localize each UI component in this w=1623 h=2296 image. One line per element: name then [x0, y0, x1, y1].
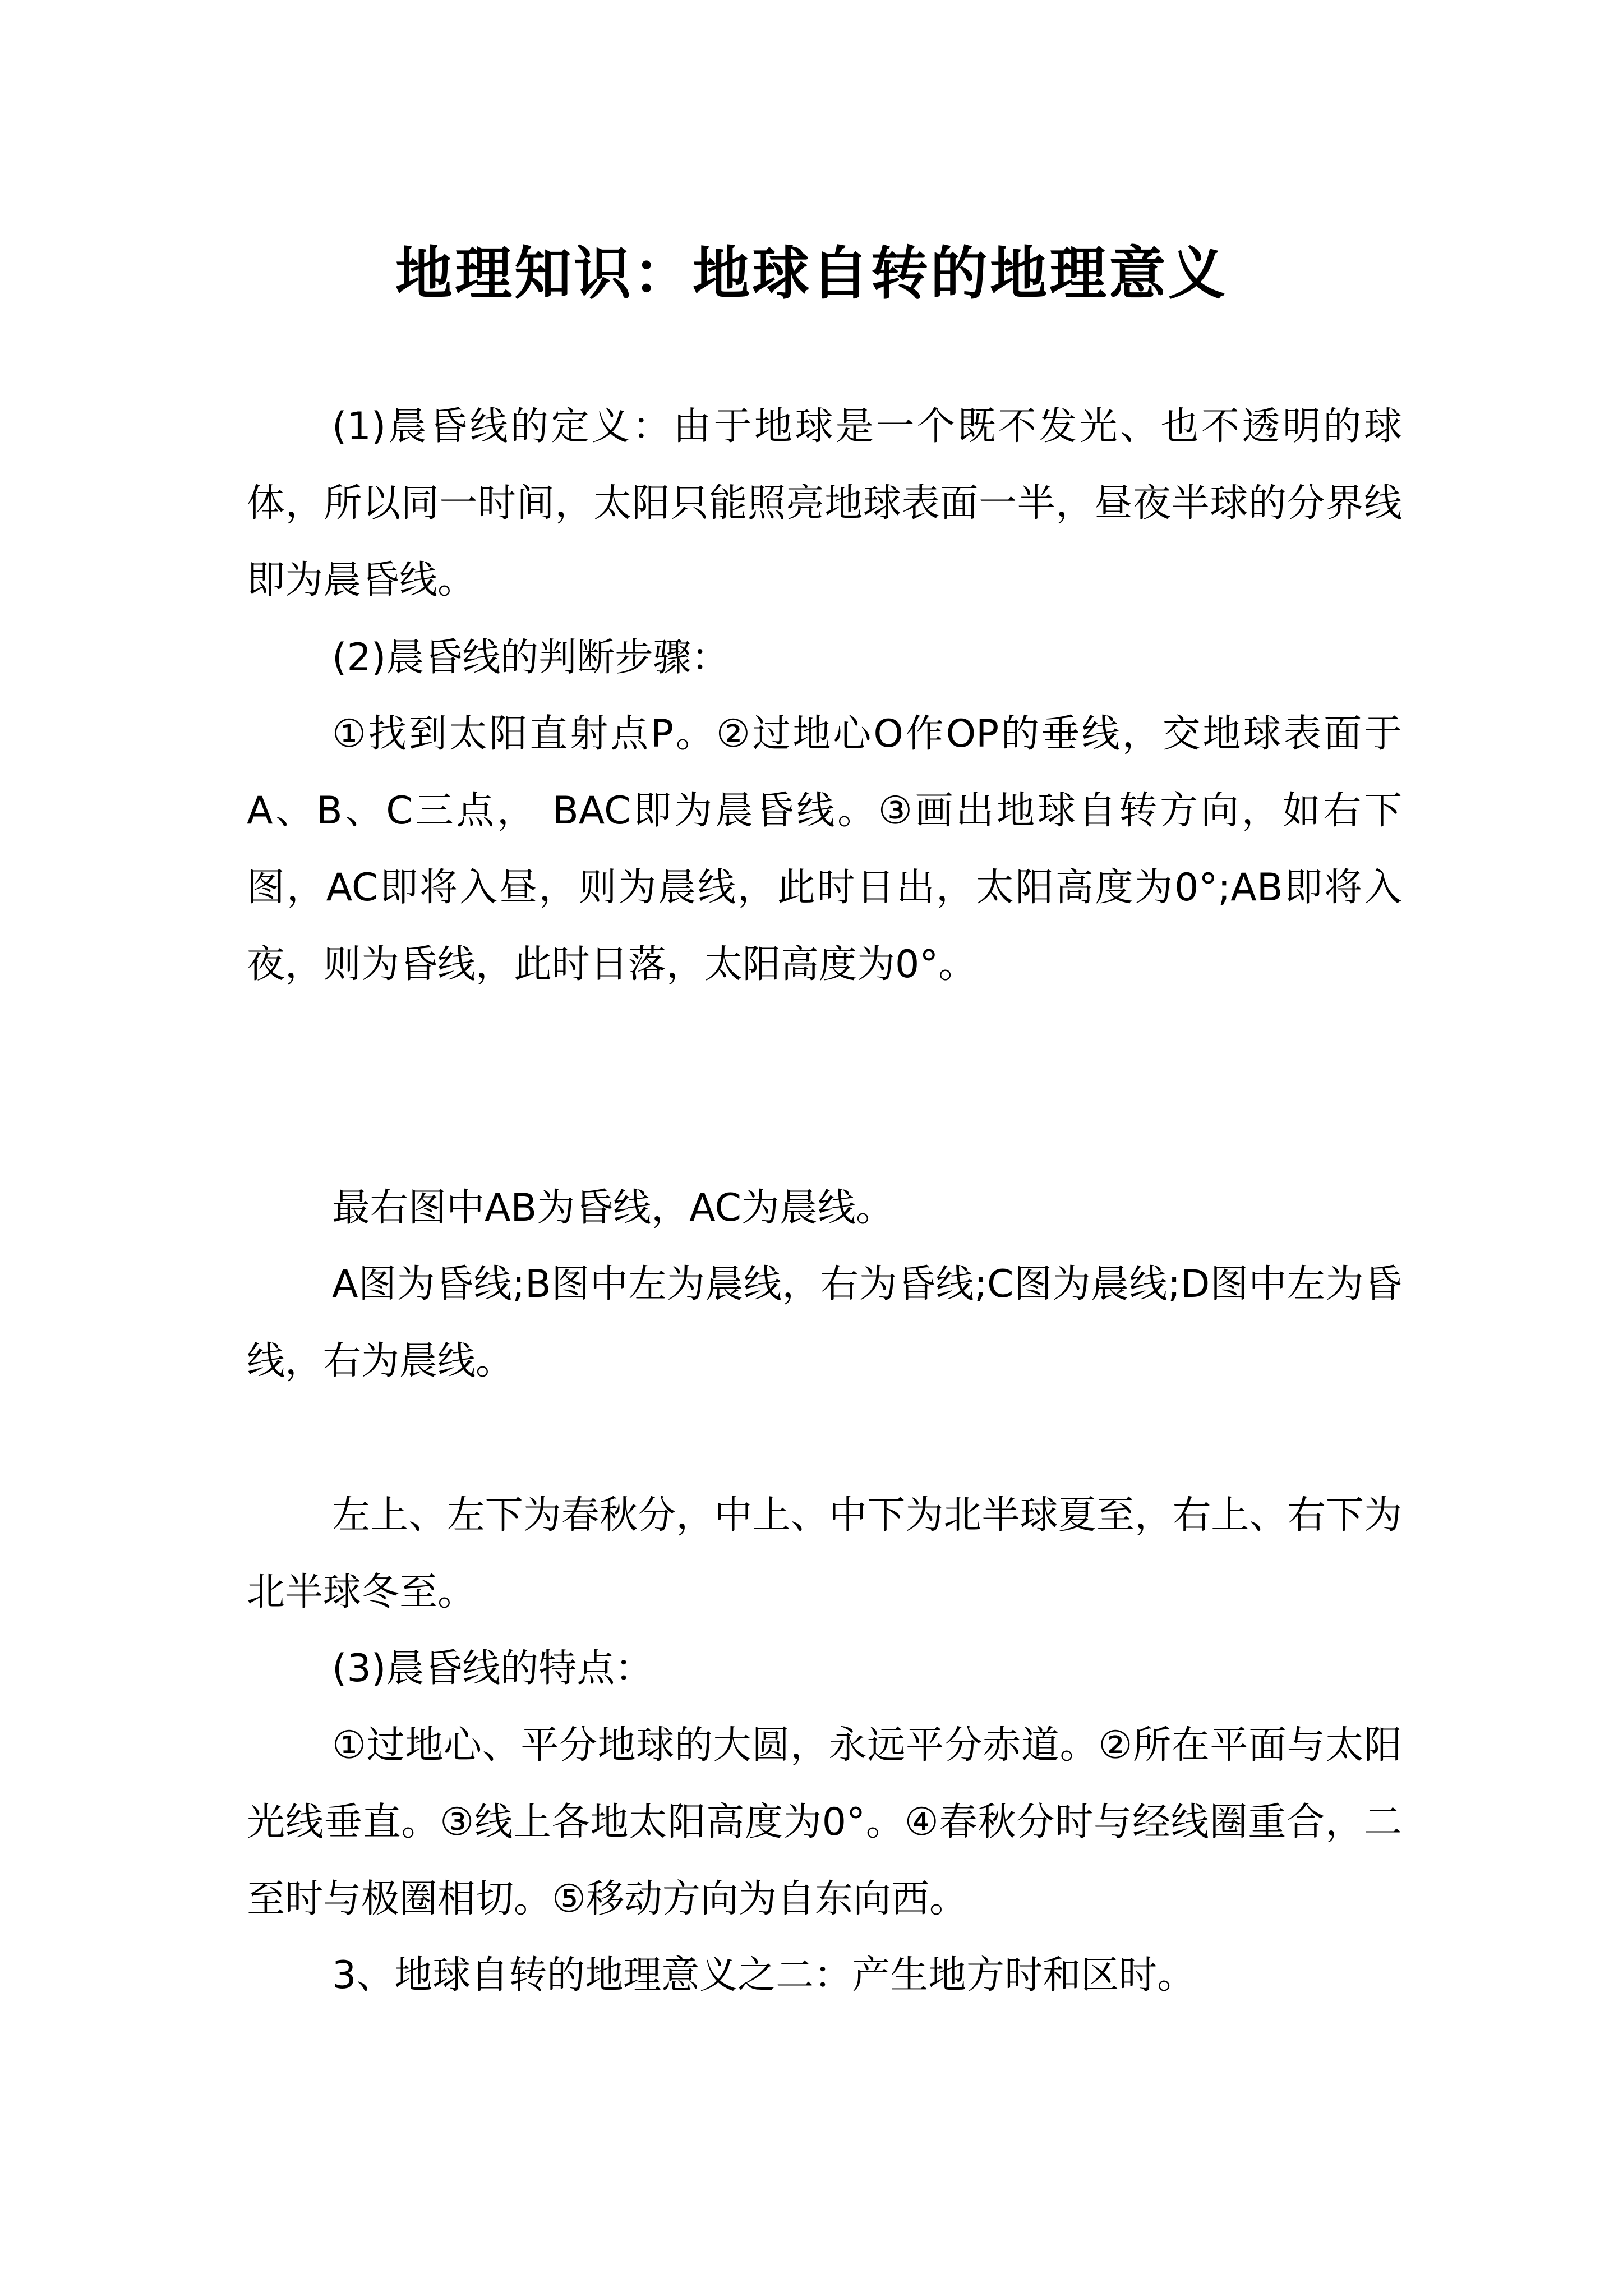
- paragraph-terminator-definition: (1)晨昏线的定义：由于地球是一个既不发光、也不透明的球体，所以同一时间，太阳只能照亮地球表面一半，昼夜半球的分界线即为晨昏线。: [247, 404, 1402, 602]
- paragraph-rightmost-figure: 最右图中AB为昏线，AC为晨线。: [332, 1186, 894, 1230]
- paragraph-figure-abcd: A图为昏线;B图中左为晨线，右为昏线;C图为晨线;D图中左为昏线，右为晨线。: [247, 1262, 1402, 1383]
- paragraph-features: ①过地心、平分地球的大圆，永远平分赤道。②所在平面与太阳光线垂直。③线上各地太阳高度为0°。④春秋分时与经线圈重合，二至时与极圈相切。⑤移动方向为自东向西。: [247, 1723, 1403, 1921]
- paragraph-local-time: 3、地球自转的地理意义之二：产生地方时和区时。: [332, 1953, 1196, 1998]
- page-title: 地理知识：地球自转的地理意义: [395, 240, 1228, 308]
- paragraph-judgement-steps-heading: (2)晨昏线的判断步骤：: [332, 636, 730, 680]
- paragraph-judgement-steps: ①找到太阳直射点P。②过地心O作OP的垂线，交地球表面于A、B、C三点， BAC即为晨昏线。③画出地球自转方向，如右下图，AC即将入昼，则为晨线，此时日出，太阳高度为0°;AB即将入夜，则为昏线，此时日落，太阳高度为0°。: [247, 712, 1402, 987]
- paragraph-features-heading: (3)晨昏线的特点：: [332, 1646, 653, 1691]
- paragraph-seasons: 左上、左下为春秋分，中上、中下为北半球夏至，右上、右下为北半球冬至。: [247, 1493, 1402, 1614]
